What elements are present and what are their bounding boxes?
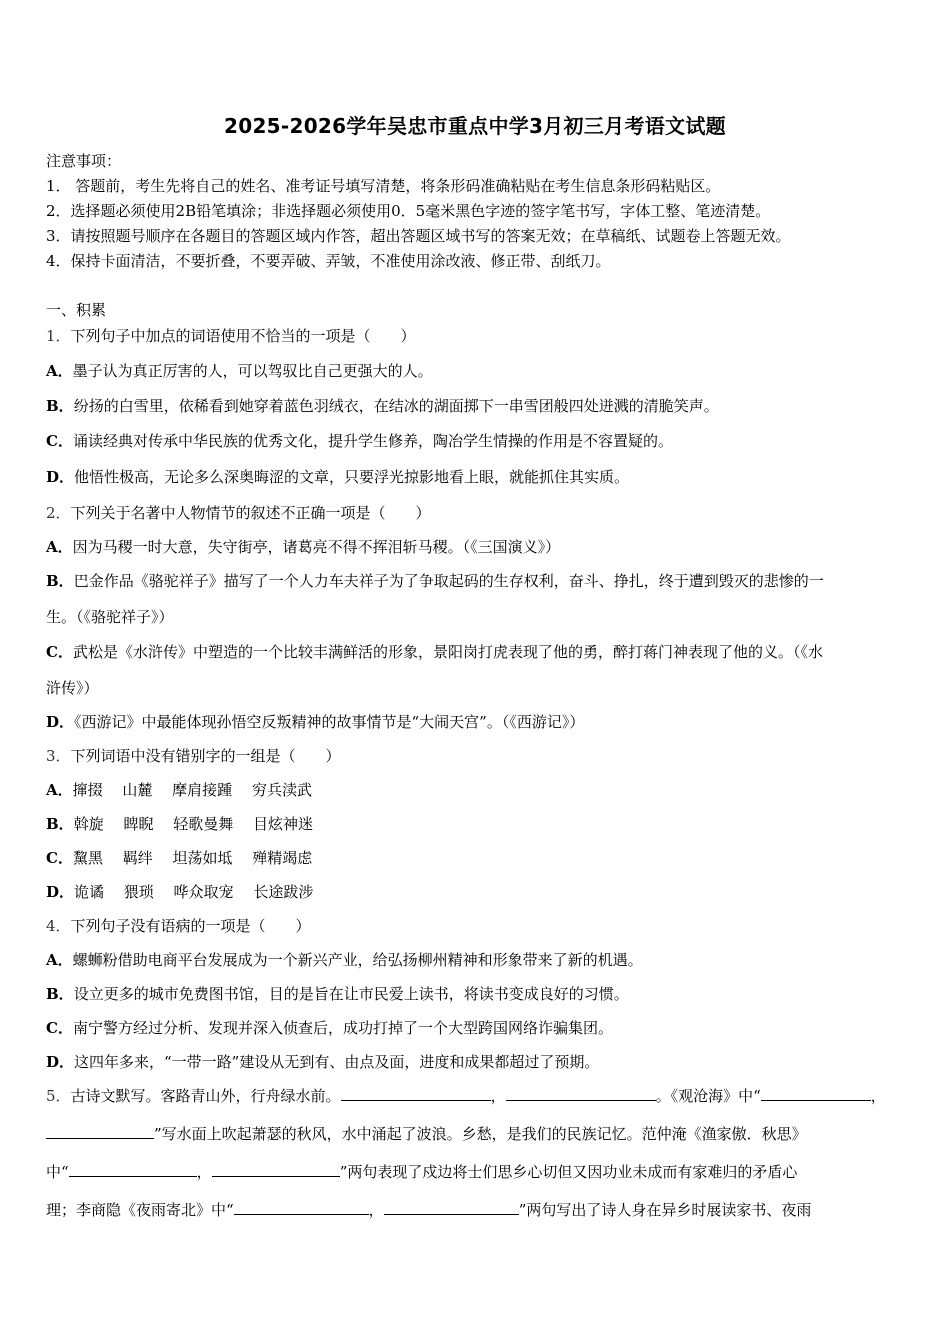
question-2-option-b-cont: 生。（《骆驼祥子》） — [46, 608, 174, 626]
question-text: 中“ — [46, 1163, 69, 1181]
question-text: 古诗文默写。客路青山外，行舟绿水前。 — [70, 1087, 341, 1105]
question-1-option-b[interactable] — [46, 395, 910, 417]
question-3-option-d[interactable] — [46, 881, 910, 903]
page-title: 2025-2026学年吴忠市重点中学3月初三月考语文试题 — [224, 114, 726, 138]
question-5-line-2 — [46, 1123, 910, 1145]
question-4-option-b[interactable] — [46, 983, 910, 1005]
question-2-option-c-cont: 浒传》） — [46, 679, 99, 697]
option-text: 南宁警方经过分析、发现并深入侦查后，成功打掉了一个大型跨国网络诈骗集团。 — [72, 1019, 613, 1037]
option-text: 设立更多的城市免费图书馆，目的是旨在让市民爱上读书，将读书变成良好的习惯。 — [73, 985, 629, 1003]
question-number: 2． — [46, 504, 71, 522]
question-4-stem — [46, 915, 910, 937]
question-1-option-c[interactable] — [46, 430, 910, 452]
option-label: A． — [46, 951, 73, 969]
option-label: C． — [46, 1019, 73, 1037]
question-3-option-a[interactable] — [46, 779, 910, 801]
question-1-option-a[interactable] — [46, 360, 910, 382]
question-text: 下列句子没有语病的一项是（ ） — [70, 917, 311, 935]
option-label: A． — [46, 362, 73, 380]
answer-blank[interactable] — [506, 1086, 656, 1101]
question-5-line-4 — [46, 1199, 910, 1221]
question-4-option-c[interactable] — [46, 1017, 910, 1039]
option-label: C． — [46, 432, 73, 450]
option-label: B． — [46, 815, 74, 833]
option-text: 巴金作品《骆驼祥子》描写了一个人力车夫祥子为了争取起码的生存权利，奋斗、挣扎，终于遭到毁灭的悲惨的一 — [73, 572, 824, 590]
question-text: ”两句写出了诗人身在异乡时展读家书、夜雨 — [518, 1201, 812, 1219]
answer-blank[interactable] — [384, 1200, 519, 1215]
question-2-option-d[interactable] — [46, 711, 910, 733]
section-heading: 一、积累 — [46, 301, 107, 319]
question-text: 下列关于名著中人物情节的叙述不正确一项是（ ） — [70, 504, 431, 522]
option-label: D． — [46, 1053, 75, 1071]
notice-heading: 注意事项： — [46, 152, 122, 170]
option-label: D． — [46, 713, 75, 731]
option-text: 纷扬的白雪里，依稀看到她穿着蓝色羽绒衣，在结冰的湖面掷下一串雪团般四处迸溅的清脆笑声。 — [73, 397, 719, 415]
question-1-option-d[interactable] — [46, 466, 910, 488]
question-1-stem — [46, 325, 910, 347]
punct-comma: ， — [870, 1087, 886, 1105]
question-number: 5． — [46, 1087, 71, 1105]
notice-item-1: 1． 答题前，考生先将自己的姓名、准考证号填写清楚，将条形码准确粘贴在考生信息条形码粘贴区。 — [46, 177, 721, 195]
question-3-stem — [46, 745, 910, 767]
answer-blank[interactable] — [46, 1124, 154, 1139]
question-4-option-a[interactable] — [46, 949, 910, 971]
question-3-option-c[interactable] — [46, 847, 910, 869]
option-text: 螺蛳粉借助电商平台发展成为一个新兴产业，给弘扬柳州精神和形象带来了新的机遇。 — [72, 951, 643, 969]
answer-blank[interactable] — [212, 1162, 340, 1177]
question-2-option-c[interactable] — [46, 641, 910, 663]
option-label: D． — [46, 883, 75, 901]
question-number: 1． — [46, 327, 71, 345]
question-text: 下列句子中加点的词语使用不恰当的一项是（ ） — [70, 327, 416, 345]
answer-blank[interactable] — [341, 1086, 491, 1101]
question-number: 4． — [46, 917, 71, 935]
question-2-stem — [46, 502, 910, 524]
question-5-line-3 — [46, 1161, 910, 1183]
option-label: A． — [46, 538, 73, 556]
option-text: 诡谲 猥琐 哗众取宠 长途跋涉 — [74, 883, 314, 901]
option-label: A． — [46, 781, 73, 799]
answer-blank[interactable] — [69, 1162, 197, 1177]
option-text: 黧黑 羁绊 坦荡如坻 殚精竭虑 — [72, 849, 313, 867]
punct-period: 。 — [655, 1087, 671, 1105]
question-4-option-d[interactable] — [46, 1051, 910, 1073]
option-label: B． — [46, 572, 74, 590]
question-text: 《观沧海》中“ — [670, 1087, 761, 1105]
punct-comma: ， — [368, 1201, 384, 1219]
answer-blank[interactable] — [234, 1200, 369, 1215]
option-label: D． — [46, 468, 75, 486]
option-text: 武松是《水浒传》中塑造的一个比较丰满鲜活的形象，景阳岗打虎表现了他的勇，醉打蒋门神表现了他的义。（《水 — [72, 643, 823, 661]
option-text: 诵读经典对传承中华民族的优秀文化，提升学生修养，陶冶学生情操的作用是不容置疑的。 — [72, 432, 673, 450]
punct-comma: ， — [490, 1087, 506, 1105]
notice-item-3: 3．请按照题号顺序在各题目的答题区域内作答，超出答题区域书写的答案无效；在草稿纸、试题卷上答题无效。 — [46, 227, 791, 245]
option-label: C． — [46, 849, 73, 867]
question-3-option-b[interactable] — [46, 813, 910, 835]
notice-item-4: 4．保持卡面清洁，不要折叠，不要弄破、弄皱，不准使用涂改液、修正带、刮纸刀。 — [46, 252, 611, 270]
answer-blank[interactable] — [761, 1086, 871, 1101]
question-text: 下列词语中没有错别字的一组是（ ） — [70, 747, 341, 765]
question-number: 3． — [46, 747, 71, 765]
option-text: 墨子认为真正厉害的人，可以驾驭比自己更强大的人。 — [72, 362, 433, 380]
notice-item-2: 2．选择题必须使用2B铅笔填涂；非选择题必须使用0．5毫米黑色字迹的签字笔书写，字体工整、笔迹清楚。 — [46, 202, 771, 220]
option-label: C． — [46, 643, 73, 661]
option-label: B． — [46, 397, 74, 415]
option-text: 他悟性极高，无论多么深奥晦涩的文章，只要浮光掠影地看上眼，就能抓住其实质。 — [74, 468, 630, 486]
punct-comma: ， — [196, 1163, 212, 1181]
option-label: B． — [46, 985, 74, 1003]
question-text: ”两句表现了戍边将士们思乡心切但又因功业未成而有家难归的矛盾心 — [339, 1163, 798, 1181]
option-text: 《西游记》中最能体现孙悟空反叛精神的故事情节是“大闹天宫”。（《西游记》） — [74, 713, 585, 731]
option-text: 撺掇 山麓 摩肩接踵 穷兵渎武 — [72, 781, 312, 799]
question-5-line-1 — [46, 1085, 910, 1107]
question-text: 理；李商隐《夜雨寄北》中“ — [46, 1201, 234, 1219]
option-text: 因为马稷一时大意，失守街亭，诸葛亮不得不挥泪斩马稷。（《三国演义》） — [72, 538, 561, 556]
option-text: 这四年多来，“一带一路”建设从无到有、由点及面，进度和成果都超过了预期。 — [74, 1053, 600, 1071]
question-text: ”写水面上吹起萧瑟的秋风，水中涌起了波浪。乡愁，是我们的民族记忆。范仲淹《渔家傲．秋思》 — [154, 1125, 807, 1143]
question-2-option-b[interactable] — [46, 570, 910, 592]
option-text: 斡旋 睥睨 轻歌曼舞 目炫神迷 — [73, 815, 313, 833]
question-2-option-a[interactable] — [46, 536, 910, 558]
